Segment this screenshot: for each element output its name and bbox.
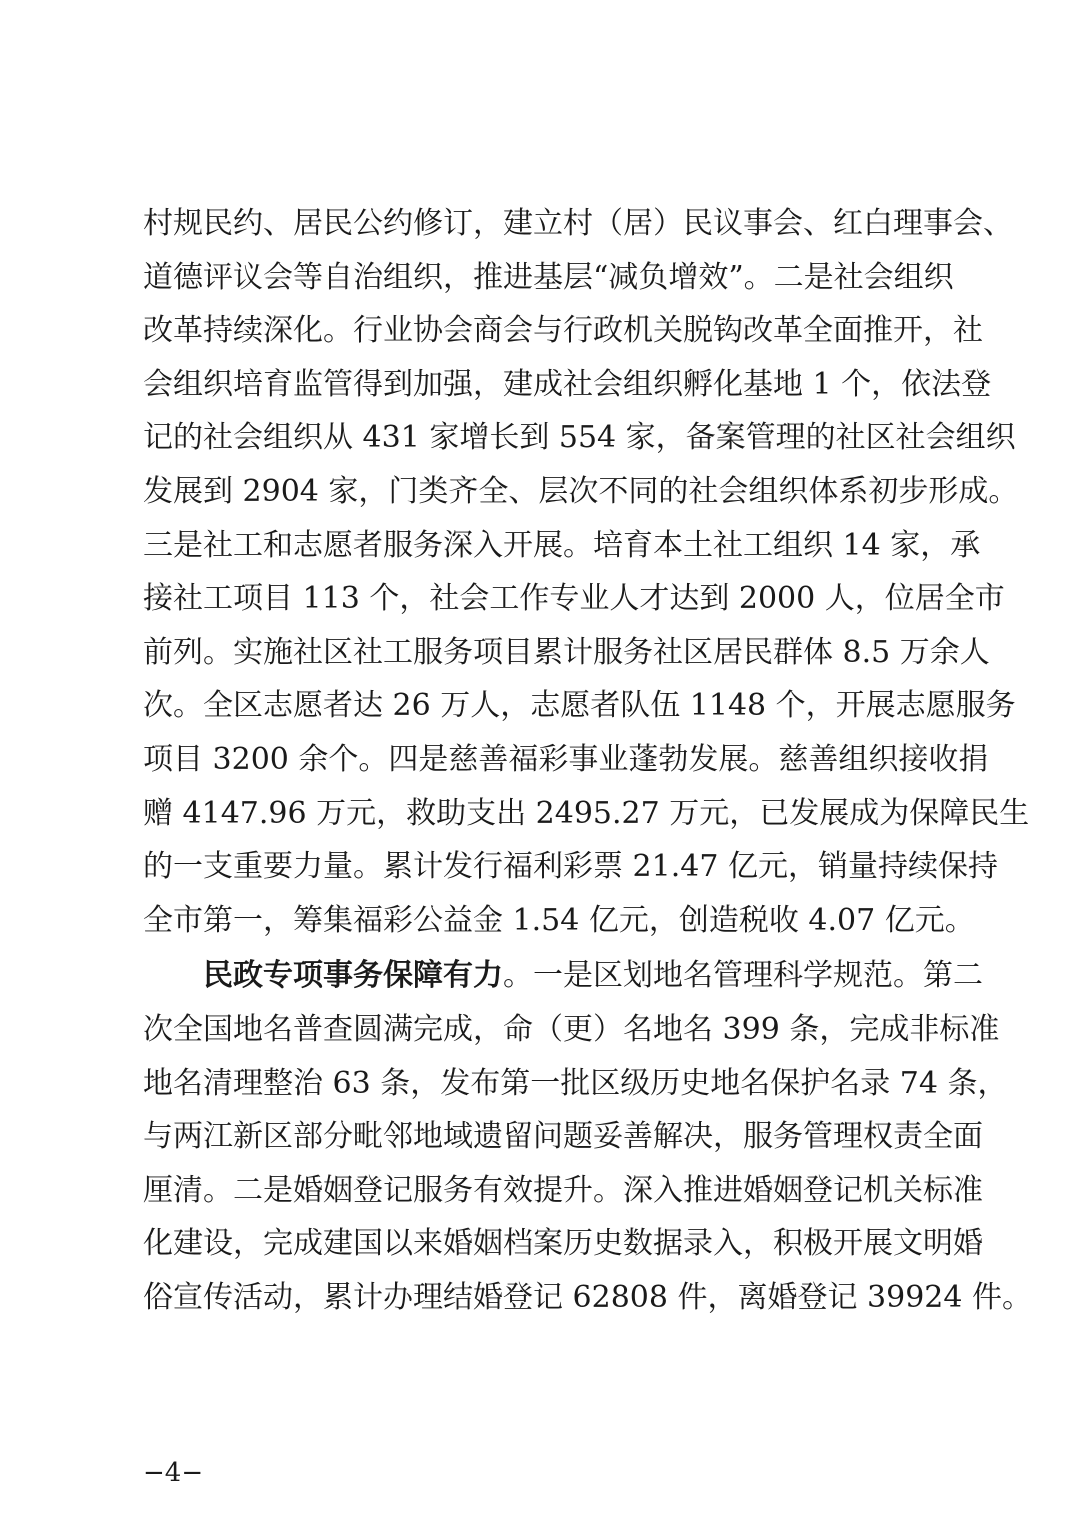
text-line: 厘清。二是婚姻登记服务有效提升。深入推进婚姻登记机关标准 [143, 1172, 983, 1208]
paragraph-2 [143, 949, 1033, 1324]
text-line: 会组织培育监管得到加强，建成社会组织孵化基地 1 个，依法登 [143, 366, 992, 402]
text-line: 村规民约、居民公约修订，建立村（居）民议事会、红白理事会、 [143, 206, 1013, 241]
text-fragment: 。一是区划地名管理科学规范。第二 [503, 958, 983, 994]
text-line: 前列。实施社区社工服务项目累计服务社区居民群体 8.5 万余人 [143, 634, 990, 670]
text-line: 发展到 2904 家，门类齐全、层次不同的社会组织体系初步形成。 [143, 473, 1019, 509]
document-body [143, 197, 1033, 1324]
text-line: 地名清理整治 63 条，发布第一批区级历史地名保护名录 74 条， [143, 1065, 1008, 1101]
text-line: 道德评议会等自治组织，推进基层“减负增效”。二是社会组织 [143, 259, 954, 295]
text-line: 赠 4147.96 万元，救助支出 2495.27 万元，已发展成为保障民生 [143, 795, 1030, 831]
text-line: 接社工项目 113 个，社会工作专业人才达到 2000 人，位居全市 [143, 581, 1005, 617]
text-line: 全市第一，筹集福彩公益金 1.54 亿元，创造税收 4.07 亿元。 [143, 902, 975, 938]
text-line: 的一支重要力量。累计发行福利彩票 21.47 亿元，销量持续保持 [143, 849, 998, 885]
page-number: −4− [143, 1458, 204, 1488]
text-line: 项目 3200 余个。四是慈善福彩事业蓬勃发展。慈善组织接收捐 [143, 741, 989, 777]
text-line: 化建设，完成建国以来婚姻档案历史数据录入，积极开展文明婚 [143, 1226, 983, 1262]
text-line: 次。全区志愿者达 26 万人，志愿者队伍 1148 个，开展志愿服务 [143, 688, 1016, 724]
text-line: 次全国地名普查圆满完成，命（更）名地名 399 条，完成非标准 [143, 1011, 1000, 1047]
text-line: 记的社会组织从 431 家增长到 554 家，备案管理的社区社会组织 [143, 420, 1016, 456]
section-heading: 民政专项事务保障有力 [203, 958, 503, 994]
text-line: 俗宣传活动，累计办理结婚登记 62808 件，离婚登记 39924 件。 [143, 1279, 1033, 1315]
text-line: 三是社工和志愿者服务深入开展。培育本土社工组织 14 家，承 [143, 527, 981, 563]
text-line: 与两江新区部分毗邻地域遗留问题妥善解决，服务管理权责全面 [143, 1119, 983, 1155]
text-line-first [143, 949, 983, 1003]
paragraph-1 [143, 197, 1030, 947]
text-line: 改革持续深化。行业协会商会与行政机关脱钩改革全面推开，社 [143, 313, 983, 349]
